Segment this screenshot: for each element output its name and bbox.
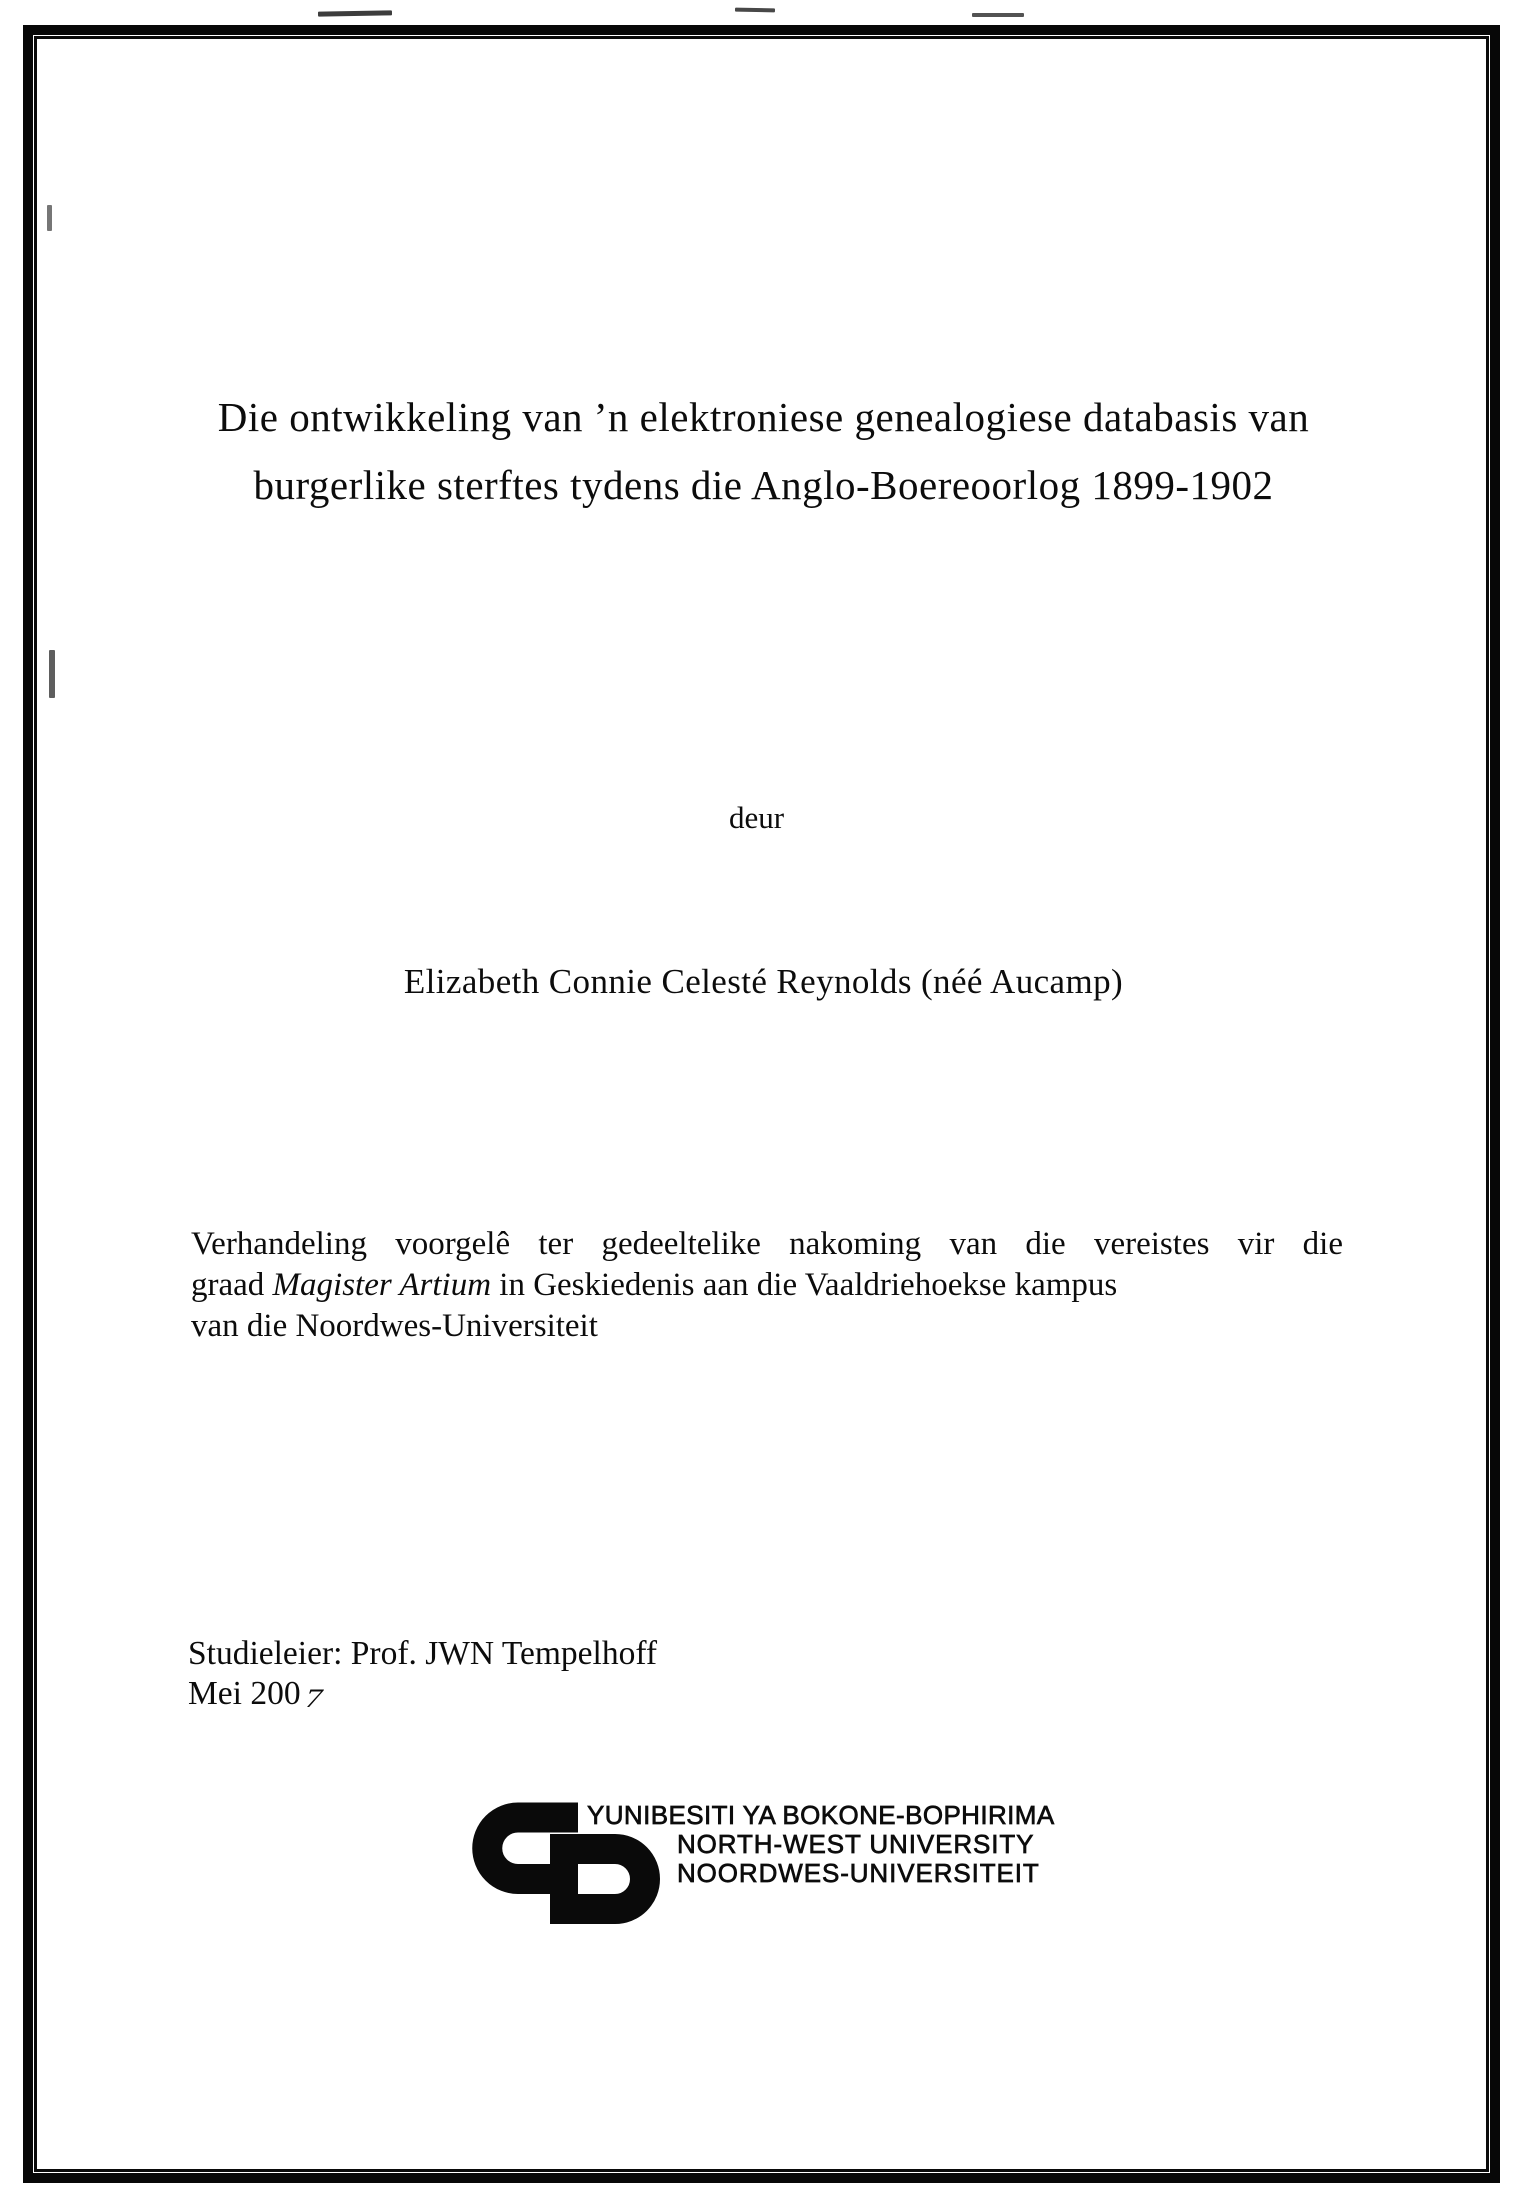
thesis-title: [120, 383, 1407, 519]
supervisor-line: Studieleier: Prof. JWN Tempelhoff: [188, 1635, 658, 1672]
scan-artifact: [47, 205, 52, 231]
date-prefix: Mei 200: [188, 1675, 301, 1712]
thesis-title-line-2: burgerlike sterftes tydens die Anglo-Boereoorlog 1899-1902: [253, 462, 1274, 508]
degree-description: [191, 1224, 1343, 1347]
date-distorted-seven: 7: [300, 1683, 327, 1714]
nwu-logo-text-afrikaans: NOORDWES-UNIVERSITEIT: [677, 1858, 1040, 1888]
degree-name-italic: Magister Artium: [272, 1267, 492, 1303]
scan-artifact: [735, 8, 775, 13]
supervisor-block: [188, 1634, 657, 1714]
thesis-title-line-1: Die ontwikkeling van ’n elektroniese genealogiese databasis van: [217, 394, 1310, 440]
degree-description-line-1: Verhandeling voorgelê ter gedeeltelike nakoming van die vereistes vir die: [191, 1226, 1343, 1262]
degree-description-line-2-post: in Geskiedenis aan die Vaaldriehoekse kampus: [491, 1267, 1118, 1303]
degree-description-line-2: [191, 1265, 1343, 1306]
scan-artifact: [972, 13, 1024, 17]
nwu-logo-text-english: NORTH-WEST UNIVERSITY: [677, 1829, 1035, 1859]
byline-label: deur: [728, 800, 785, 835]
nwu-logo-text: [587, 1801, 1055, 1888]
author-name: Elizabeth Connie Celesté Reynolds (néé Aucamp): [403, 962, 1124, 1001]
nwu-logo-text-setswana: YUNIBESITI YA BOKONE-BOPHIRIMA: [587, 1800, 1055, 1830]
scan-artifact: [318, 10, 392, 16]
scan-artifact: [49, 650, 55, 698]
degree-description-line-3: van die Noordwes-Universiteit: [191, 1308, 598, 1344]
degree-description-line-2-pre: graad: [191, 1267, 273, 1303]
date-line: [188, 1674, 657, 1714]
